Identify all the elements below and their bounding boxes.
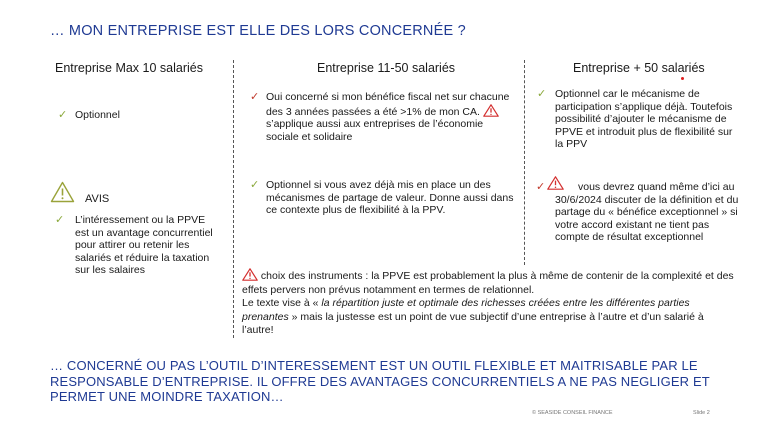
warning-icon	[483, 104, 499, 117]
warning-icon	[50, 181, 75, 203]
c1-optional-text: Optionnel	[75, 109, 120, 121]
check-icon: ✓	[55, 214, 65, 226]
avis-label: AVIS	[85, 193, 110, 205]
check-icon: ✓	[58, 109, 68, 121]
column-separator-right	[524, 60, 525, 265]
footer-slide-number: Slide 2	[693, 410, 710, 416]
check-icon-red: ✓	[250, 91, 260, 103]
column-separator-left	[233, 60, 234, 338]
note-block	[242, 268, 737, 338]
column-header-plus-50: Entreprise + 50 salariés	[573, 61, 705, 75]
note-line-1: choix des instruments : la PPVE est probablement la plus à même de contenir de la complexité et des effets pervers non prévus notamment en termes de relationnel.	[242, 270, 734, 296]
column-header-max-10: Entreprise Max 10 salariés	[55, 61, 203, 75]
note-line-2-prefix: Le texte vise à «	[242, 297, 322, 310]
check-icon-red: ✓	[536, 181, 546, 193]
c3-item1-text: Optionnel car le mécanisme de participation s’applique déjà. Toutefois possibilité d’ajouter le mécanisme de PPVE et introduit plus de flexibilité sur la PPV	[555, 88, 733, 151]
c3-item2-text: vous devrez quand même d’ici au 30/6/2024 discuter de la définition et du partage du « bénéfice exceptionnel » si votre accord existant ne tient pas compte de résultat exceptionnel	[555, 181, 739, 244]
c2-item1-part-a: Oui concerné si mon bénéfice fiscal net sur chacune des 3 années passées a été >1% de mon CA.	[266, 91, 510, 118]
page-title: … MON ENTREPRISE EST ELLE DES LORS CONCERNÉE ?	[50, 23, 466, 39]
note-line-2-quote: la répartition juste et optimale des richesses créées entre les différentes parties prenantes	[242, 297, 690, 323]
c2-item2-text: Optionnel si vous avez déjà mis en place un des mécanismes de partage de valeur. Donne aussi dans ce contexte plus de flexibilité à la PPV.	[266, 179, 514, 217]
column-header-11-50: Entreprise 11-50 salariés	[317, 61, 456, 75]
c2-item1-part-b: s’applique aussi aux entreprises de l’économie sociale et solidaire	[266, 118, 484, 143]
footer-copyright: © SEASIDE CONSEIL FINANCE	[532, 410, 613, 416]
c2-item1-text	[266, 91, 518, 143]
warning-icon	[242, 268, 258, 281]
note-line-2-suffix: » mais la justesse est un point de vue subjectif d’une entreprise à l’autre et d’un salarié à l’autre!	[242, 310, 704, 337]
red-dot-mark	[681, 77, 684, 80]
c1-avis-text: L’intéressement ou la PPVE est un avantage concurrentiel pour attirer ou retenir les salariés et réduire la taxation sur les salaires	[75, 214, 213, 277]
conclusion-text: … CONCERNÉ OU PAS L’OUTIL D’INTERESSEMENT EST UN OUTIL FLEXIBLE ET MAITRISABLE PAR LE RESPONSABLE D’ENTREPRISE. IL OFFRE DES AVANTAGES CONCURRENTIELS A NE PAS NEGLIGER ET PERMET UNE MOINDRE TAXATION…	[50, 358, 710, 404]
check-icon: ✓	[537, 88, 547, 100]
check-icon: ✓	[250, 179, 260, 191]
